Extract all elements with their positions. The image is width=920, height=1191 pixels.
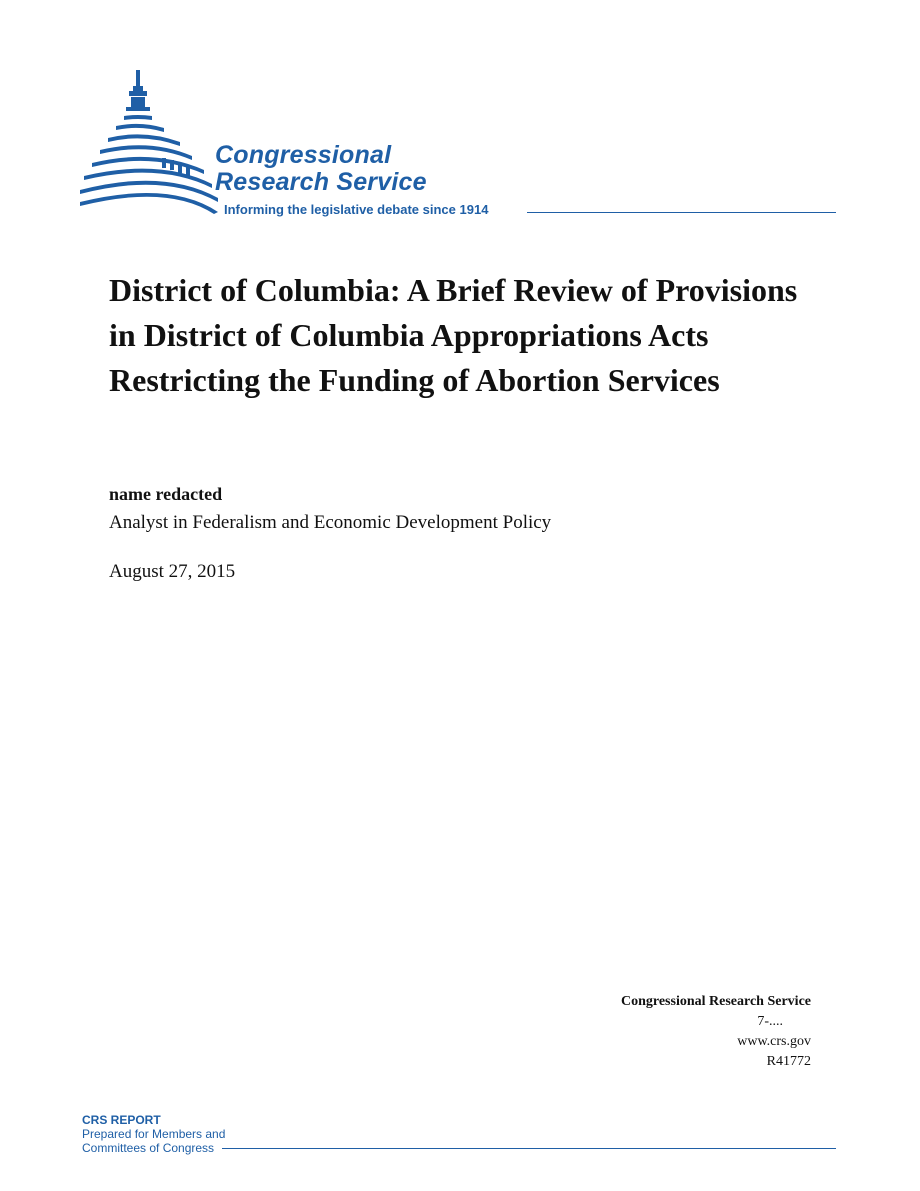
author-name: name redacted [109,484,223,504]
report-code: 7-.... [757,1014,783,1029]
organization-info [621,992,811,1072]
website-link[interactable]: www.crs.gov [737,1034,811,1049]
footer-divider [222,1148,836,1149]
footer-line-2: Committees of Congress [82,1141,215,1155]
author-title: Analyst in Federalism and Economic Development Policy [109,512,552,533]
report-date: August 27, 2015 [109,561,236,582]
logo-line-research-service: Research Service [215,168,427,196]
capitol-dome-logo [80,66,220,216]
footer-line-1: Prepared for Members and [82,1127,226,1141]
organization-name: Congressional Research Service [620,994,811,1009]
crs-logo-wordmark [215,142,427,196]
logo-tagline: Informing the legislative debate since 1914 [224,202,489,217]
crs-report-label: CRS REPORT [82,1113,161,1127]
logo-line-congressional: Congressional [215,141,392,169]
report-number: R41772 [766,1054,811,1069]
crs-report-footer [82,1113,225,1155]
header-divider [527,212,836,213]
report-title: District of Columbia: A Brief Review of Provisions in District of Columbia Appropriations Acts Restricting the Funding of Abortion Services [109,272,798,398]
